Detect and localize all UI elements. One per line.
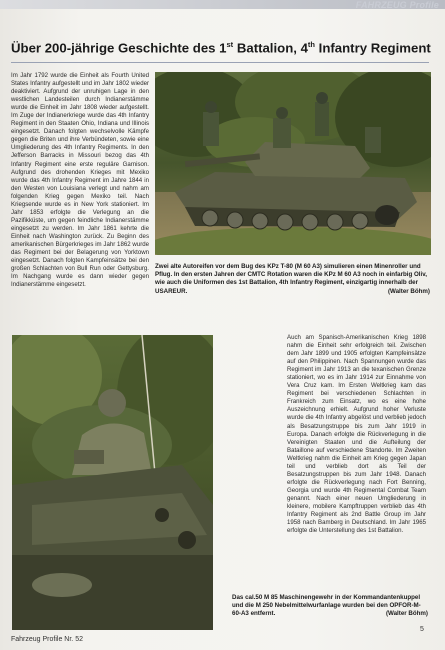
caption-1-text: Zwei alte Autoreifen vor dem Bug des KPz T-80 (M 60 A3) simulieren einen Minenroller und Pflug. In den ersten Jahren der CMTC Rotation waren die KPz M 60 A3 noch in einfarbig Oliv, wie auch die Uniformen des 1st Battalion, 4th Infantry Regiment, einzigartig innerhalb der USAREUR. bbox=[155, 263, 427, 295]
photo-tank-forest bbox=[155, 72, 431, 255]
photo-tank-commander-image bbox=[12, 335, 213, 630]
header-tag: FAHRZEUG Profile bbox=[355, 0, 439, 10]
caption-photo-2 bbox=[232, 594, 428, 619]
caption-2-text: Das cal.50 M 85 Maschinengewehr in der Kommandantenkuppel und die M 250 Nebelmittelwurfanlage wurden bei den OPFOR-M-60-A3 entfernt. bbox=[232, 594, 421, 618]
article-title: Über 200-jährige Geschichte des 1st Battalion, 4th Infantry Regiment bbox=[11, 40, 431, 56]
footer-publication: Fahrzeug Profile Nr. 52 bbox=[11, 636, 83, 643]
caption-photo-1 bbox=[155, 263, 430, 296]
photo-tank-forest-image bbox=[155, 72, 431, 255]
article-column-1 bbox=[11, 72, 149, 289]
photo-tank-commander bbox=[12, 335, 213, 630]
footer-page-number: 5 bbox=[420, 626, 424, 633]
column-2-text: Auch am Spanisch-Amerikanischen Krieg 1898 nahm die Einheit sehr erfolgreich teil. Zwischen dem Jahr 1899 und 1905 erfolgten Kampfeinsätze auf den Philippinen. Nach Spannungen wurde das Regiment im Jahr 1913 an die texanischen Grenze stationiert, wo es im Jahr 1914 zur Einnahme von Vera Cruz kam. Im Ersten Weltkrieg kam das Regiment bei verschiedenen Schlachten in Frankreich zum Einsatz, wo es eine hohe Auszeichnung erhielt. Aufgrund hoher Verluste wurde die 4th Infantry abgelöst und verblieb jedoch als Besatzungstruppe bis zum Jahr 1919 in Europa. Danach erfolgte die Rückverlegung in die Vereinigten Staaten und die Aufteilung der Bataillone auf verschiedene Standorte. Im Zweiten Weltkrieg nahm die Einheit am Krieg gegen Japan teil und verblieb dort als Teil der Besatzungstruppen bis zum Jahr 1948. Danach erfolgte die Rückverlegung nach Fort Benning, Georgia und wurde 4th Regimental Combat Team genannt. Nach einer neuen Umgliederung in kleinere, mobilere Kampftruppen verblieb das 4th Infantry Regiment als 2nd Battle Group im Jahr 1958 nach Bamberg in Deutschland. Im Jahr 1965 erfolgte die Unterstellung des 1st Battalion. bbox=[287, 334, 426, 535]
article-column-2 bbox=[287, 334, 426, 535]
caption-2-credit: (Walter Böhm) bbox=[385, 610, 428, 618]
caption-1-credit: (Walter Böhm) bbox=[387, 287, 430, 295]
column-1-text: Im Jahr 1792 wurde die Einheit als Fourth United States Infantry aufgestellt und im Jahr 1802 wieder deaktiviert. Aufgrund der unruhigen Lage in den westlichen Landesteilen durch Indianerstämme wurde die Einheit im Jahr 1808 wieder aufgestellt. Im Zuge der Indianerkriege wurde das 4th Infantry Regiment in den Staaten Ohio, Indiana und Illinois eingesetzt. Danach folgten wechselvolle Kämpfe gegen die Briten und ihre Verbündeten, sowie eine Umgliederung des 4th Infantry Regiments. In den Jefferson Barracks in Missouri bezog das 4th Infantry Regiment eine erste reguläre Garnison. Aufgrund des drohenden Krieges mit Mexiko wurde das 4th Infantry Regiment im Jahre 1844 in den Westen von Louisiana verlegt und nahm am folgenden Krieg gegen Mexiko teil. Nach Kriegsende wurde es in New York stationiert. Im Jahr 1853 erfolgte die Verlegung an die Pazifikküste, um gegen feindliche Indianerstämme eingesetzt zu werden. Im Jahr 1861 kehrte die Einheit nach Washington zurück. Zu Beginn des amerikanischen Bürgerkrieges im Jahr 1862 wurde das Regiment bei der Belagerung von Yorktown eingesetzt. Danach folgten Kampfeinsätze bei den großen Schlachten von Bull Run oder Gettysburg. Im Nachgang wurde es dann wieder gegen Indianerstämme eingesetzt. bbox=[11, 72, 149, 289]
title-rule bbox=[11, 62, 429, 63]
